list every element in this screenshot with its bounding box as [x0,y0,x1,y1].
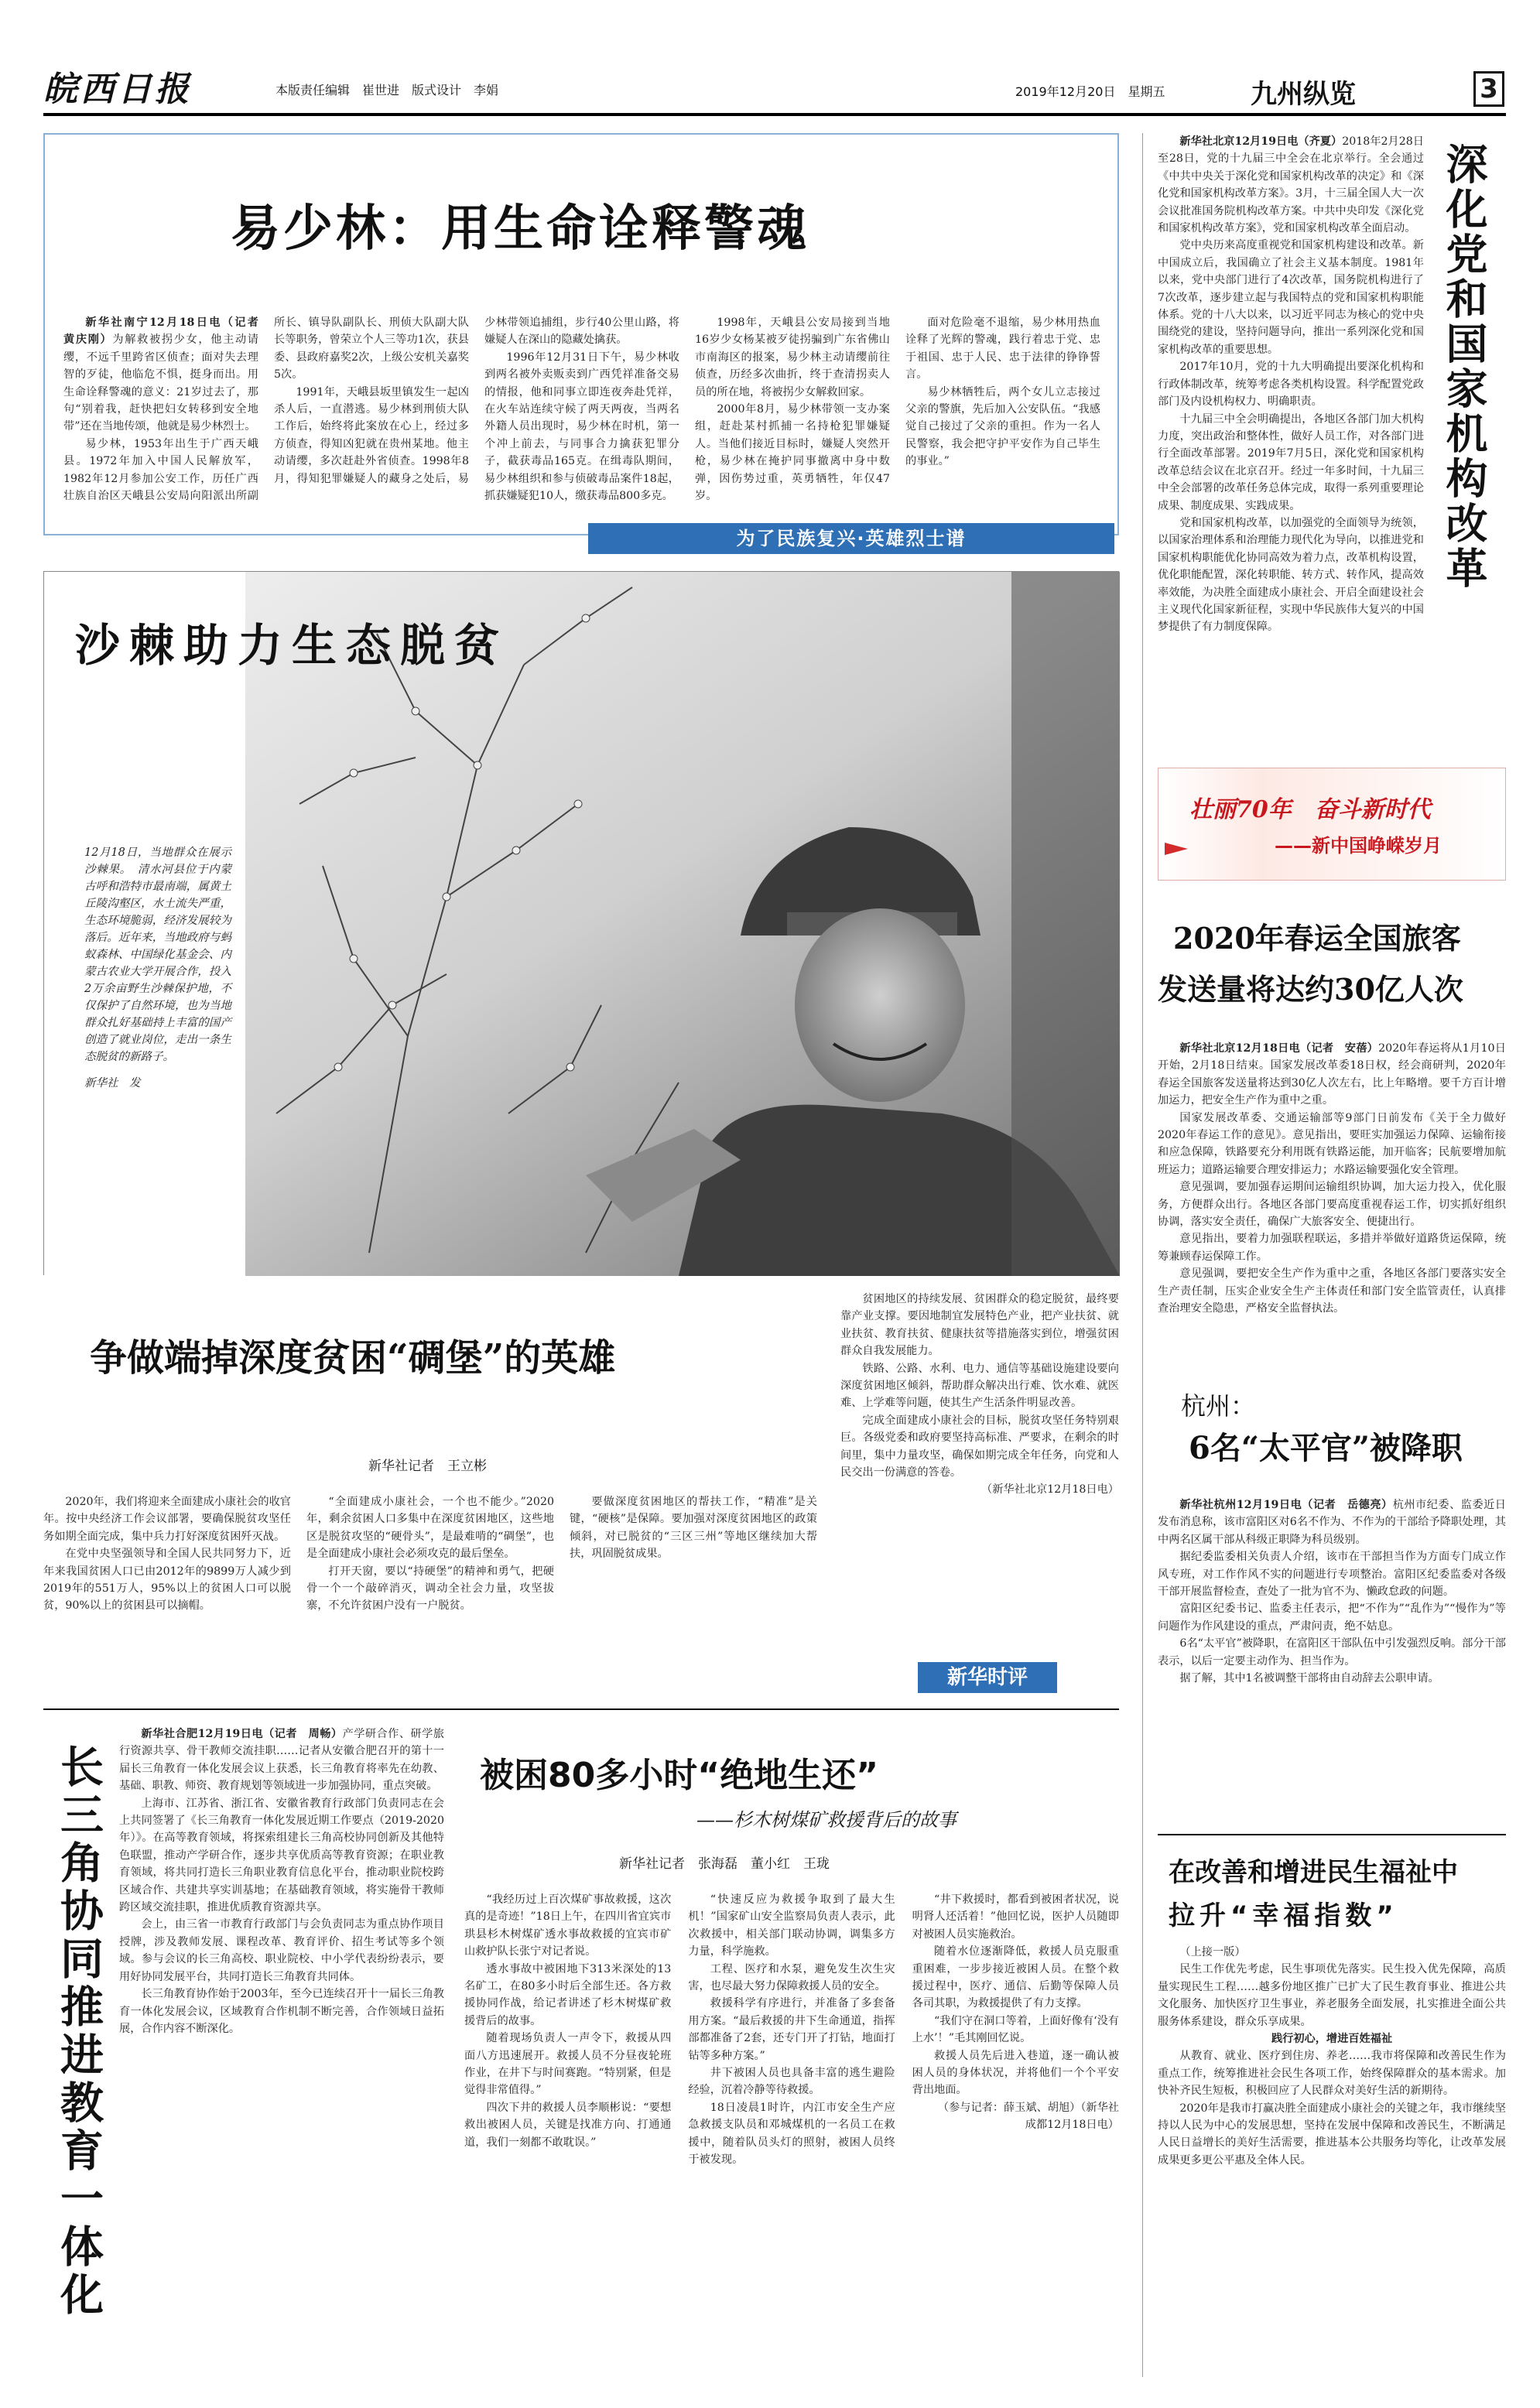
paragraph: 十九届三中全会明确提出，各地区各部门加大机构力度，突出政治和整体性，做好人员工作，对各部门进行全面改革部署。2019年7月5日，深化党和国家机构改革总结会议在北京召开。经过一年多时间，十九届三中全会部署的改革任务总体完成，取得一系列重要理论成果、制度成果、实践成果。 [1158,412,1424,512]
subheading: 践行初心，增进百姓福祉 [1271,2033,1393,2046]
article-title: 被困80多小时“绝地生还” [480,1756,879,1795]
paragraph: 1996年12月31日下午，易少林收到两名被外卖贩卖到广西凭祥准备交易的情报，他和同事立即连夜奔赴凭祥，在火车站连续守候了两天两夜，当两名外籍人员出现时，易少林在时机，第一个冲上前去，与同事合力擒获犯罪分子，截获毒品165克。在缉毒队期间，易少林组织和参与侦破毒品案件18起，抓获嫌疑犯10人，缴获毒品800多克。 [484,351,679,503]
paragraph: 据了解，其中1名被调整干部将由自动辞去公职申请。 [1179,1672,1439,1685]
paragraph: 从教育、就业、医疗到住房、养老……我市将保障和改善民生作为重点工作，统筹推进社会民生各项工作，始终保障群众的基本需求。加快补齐民生短板，积极回应了人民群众对美好生活的新期待。 [1158,2050,1506,2098]
promo-line2: ——新中国峥嵘岁月 [1275,835,1442,857]
article-title: 易少林：用生命诠释警魂 [231,200,809,258]
article-springtravel [1158,898,1506,1346]
paragraph: 富阳区纪委书记、监委主任表示，把“不作为”“乱作为”“慢作为”等问题作为作风建设的重点，严肃问责，绝不姑息。 [1158,1602,1506,1633]
photo-caption [84,844,231,1092]
article-title-line2: 发送量将达约30亿人次 [1158,972,1463,1007]
paragraph: 要做深度贫困地区的帮扶工作，“精准”是关键，“硬核”是保障。要加强对深度贫困地区的政策倾斜，对已脱贫的“三区三州”等地区继续加大帮扶，巩固脱贫成果。 [570,1496,817,1561]
section-name: 九州纵览 [1251,79,1356,110]
paragraph: 贫困地区的持续发展、贫困群众的稳定脱贫，最终要靠产业支撑。要因地制宜发展特色产业，把产业扶贫、就业扶贫、教育扶贫、健康扶贫等措施落实到位，增强贫困群众自我发展能力。 [840,1293,1119,1358]
paragraph: 党和国家机构改革，以加强党的全面领导为统领，以国家治理体系和治理能力现代化为导向，以推进党和国家机构职能优化协同高效为着力点，改革机构设置，优化职能配置，深化转职能、转方式、转作风，提高效率效能，为决胜全面建成小康社会、开启全面建设社会主义现代化国家新征程，实现中华民族伟大复兴的中国梦提供了有力制度保障。 [1158,516,1424,634]
article-happiness [1158,1845,1506,2382]
article-lead: 新华社合肥12月19日电（记者 周畅）产学研合作、研学旅行资源共享、骨干教师交流挂职……记者从安徽合肥召开的第十一届长三角教育一体化发展会议上获悉，长三角教育将率先在幼教、基础、职教、师资、教育规划等领域进一步加强协同，重点突破。 [119,1728,444,1793]
flag-icon [1165,843,1188,874]
article-title: 深化党和国家机构改革 [1439,142,1489,591]
photo-credit: 新华社 发 [84,1077,141,1089]
article-title: 长三角协同推进教育一体化 [53,1744,104,2320]
column-badge: 新华时评 [918,1662,1057,1693]
article-title-line1: 在改善和增进民生福祉中 [1169,1857,1458,1888]
paragraph: “我经历过上百次煤矿事故救援，这次真的是奇迹！”18日上午，在四川省宜宾市珙县杉木树煤矿透水事故救援的宜宾市矿山救护队长张宁对记者说。 [464,1893,672,1958]
paragraph: “井下救援时，都看到被困者状况，说明肾人还活着！”他回忆说，医护人员随即对被困人员实施救治。 [912,1893,1119,1941]
article-yangtze [43,1716,446,2382]
paragraph: 救援人员先后进入巷道，逐一确认被困人员的身体状况，并将他们一个个平安背出地面。 [912,2049,1119,2097]
article-body-right [840,1291,1119,1631]
paragraph: 工程、医疗和水泵，避免发生次生灾害，也尽最大努力保障救援人员的安全。 [688,1962,895,1993]
paragraph: 铁路、公路、水利、电力、通信等基础设施建设要向深度贫困地区倾斜，帮助群众解决出行难、饮水难、就医难、上学难等问题，使其生产生活条件明显改善。 [840,1362,1119,1410]
column-divider [1142,133,1143,2377]
paragraph: 意见强调，要加强春运期间运输组织协调，加大运力投入，优化服务，方便群众出行。各地区各部门要高度重视春运工作，切实抓好组织协调，落实安全责任，确保广大旅客安全、便捷出行。 [1158,1181,1506,1229]
promo-line1: 壮丽70年 奋斗新时代 [1189,796,1431,823]
masthead-rule [43,113,1506,116]
article-byline: 新华社记者 王立彬 [368,1459,487,1474]
paper-logo: 皖西日报 [43,70,192,109]
paragraph: 18日凌晨1时许，内江市安全生产应急救援支队员和邓城煤机的一名员工在救援中，随着队员头灯的照射，被困人员终于被发现。 [688,2101,895,2167]
article-subtitle: ——杉木树煤矿救援背后的故事 [696,1809,957,1831]
article-lead: 新华社杭州12月19日电（记者 岳德亮）杭州市纪委、监委近日发布消息称，该市富阳区对6名不作为、不作为的干部给予降职处理，其中两名区属干部从科级正职降为科员级别。 [1158,1499,1506,1546]
article-title-line2: 拉升“幸福指数” [1169,1900,1398,1931]
editor-credit: 本版责任编辑 崔世进 版式设计 李娟 [275,83,499,97]
issue-date: 2019年12月20日 星期五 [1015,84,1165,99]
article-poverty [43,1291,1119,1701]
article-title-line1: 2020年春运全国旅客 [1173,921,1461,956]
paragraph: 上海市、江苏省、浙江省、安徽省教育行政部门负责同志在会上共同签署了《长三角教育一体化发展近期工作要点（2019-2020年）》。在高等教育领域，将探索组建长三角高校协同创新及其他特色联盟，推动产学研合作，逐步共享优质高等教育资源；在职业教育领域，将共同打造长三角职业教育信息化平台，推动职业院校跨区域合作、共建共享实训基地；在基础教育领域，将实施骨干教师跨区域交流挂职，推进优质教育资源共享。 [119,1797,444,1914]
paragraph: 会上，由三省一市教育行政部门与会负责同志为重点协作项目授牌，涉及教师发展、课程改革、教育评价、招生考试等多个领域。参与会议的长三角高校、职业院校、中小学代表纷纷表示，要用好协同发展平台，共同打造长三角教育共同体。 [119,1918,444,1983]
paragraph: 打开天窗，要以“持硬堡”的精神和勇气，把硬骨一个一个敲碎消灭，调动全社会力量，攻坚拔寨，不允许贫困户没有一户脱贫。 [306,1565,554,1613]
paragraph: 易少林，1953年出生于广西天峨县。1972年加入中国人民解放军，1982年12月参加公安工作，历任广西壮族自治区天峨县公安局向阳派出所副所长、镇导队副队长、刑侦大队副大队长等职务，曾荣立个人三等功1次，获县委、县政府嘉奖2次，上级公安机关嘉奖5次。 [63,316,469,503]
article-body [119,1726,444,2376]
paragraph: 1998年，天峨县公安局接到当地16岁少女杨某被歹徒拐骗到广东省佛山市南海区的报案，易少林主动请缨前往侦查，历经多次曲折，终于查清拐卖人员的所在地，将被拐少女解救回家。 [695,316,890,398]
paragraph: 意见指出，要着力加强联程联运，多措并举做好道路货运保障，统筹兼顾春运保障工作。 [1158,1233,1506,1263]
article-body [1158,133,1424,752]
continued-note: （上接一版） [1179,1946,1246,1958]
paragraph: 四次下井的救援人员李顺彬说：“要想救出被困人员，关键是找准方向、打通通道，我们一刻都不敢耽误。” [464,2101,672,2149]
paragraph: “快速反应为救援争取到了最大生机！”国家矿山安全监察局负责人表示，此次救援中，相关部门联动协调，调集多方力量，科学施救。 [688,1893,895,1958]
article-body [63,314,1100,517]
paragraph: 井下被困人员也具备丰富的逃生避险经验，沉着冷静等待救援。 [688,2067,895,2097]
paragraph: “全面建成小康社会，一个也不能少。”2020年，剩余贫困人口多集中在深度贫困地区，这些地区是脱贫攻坚的“硬骨头”，是最难啃的“碉堡”，也是全面建成小康社会必须攻克的最后堡垒。 [306,1496,554,1561]
paragraph: “我们守在洞口等着，上面好像有‘没有上水’！”毛其刚回忆说。 [912,2014,1119,2045]
paragraph: 据纪委监委相关负责人介绍，该市在干部担当作为方面专门成立作风专班，对工作作风不实的问题进行专项整治。富阳区纪委监委对各级干部开展监督检查，查处了一批为官不为、懒政怠政的问题。 [1158,1551,1506,1599]
paragraph: 随着水位逐渐降低，救援人员克服重重困难，一步步接近被困人员。在整个救援过程中，医疗、通信、后勤等保障人员各司其职，为救援提供了有力支撑。 [912,1945,1119,2010]
article-reform [1158,133,1506,757]
series-banner: 为了民族复兴·英雄烈士谱 [588,523,1114,554]
paragraph: 民生工作优先考虑，民生事项优先落实。民生投入优先保障，高质量实现民生工程……越多份地区推广已扩大了民生教育事业、推进公共文化服务、加快医疗卫生事业，养老服务全面发展，扎实推进全面公共服务体系建设，群众乐享成果。 [1158,1963,1506,2028]
article-body [464,1891,1119,2371]
article-end: （新华社北京12月18日电） [981,1483,1119,1496]
paragraph: 2017年10月，党的十九大明确提出要深化机构和行政体制改革，统筹考虑各类机构设置。科学配置党政部门及内设机构权力、明确职责。 [1158,361,1424,409]
paragraph: 救援科学有序进行，并准备了多套备用方案。“最后救援的井下生命通道，指挥部都准备了2套，还专门开了打钻，地面打钻等多种方案。” [688,1997,895,2062]
paragraph: 党中央历来高度重视党和国家机构建设和改革。新中国成立后，我国确立了社会主义基本制度。1981年以来，党中央部门进行了4次改革，国务院机构进行了7次改革，逐步建立起与我国特点的党和国家机构职能体系。党的十八大以来，以习近平同志为核心的党中央围绕党的建设，坚持问题导向，推出一系列深化党和国家机构改革的重要思想。 [1158,239,1424,356]
paragraph: 1991年，天峨县坂里镇发生一起凶杀人后，一直潜逃。易少林到刑侦大队工作后，始终将此案放在心上，经过多方侦查，得知凶犯就在贵州某地。他主动请缨，多次赶赴外省侦查。1998年8月，得知犯罪嫌疑人的藏身之处后，易少林带领追捕组，步行40公里山路，将嫌疑人在深山的隐藏处擒获。 [274,316,679,485]
section-divider [43,1709,1119,1710]
article-lead: 新华社北京12月18日电（记者 安蓓）2020年春运将从1月10日开始，2月18日结束。国家发展改革委18日权，经会商研判，2020年春运全国旅客发送量将达到30亿人次左右，比上年略增。要千方百计增加运力，把安全生产作为重中之重。 [1158,1042,1506,1107]
article-body [1158,1496,1506,1818]
paragraph: 2020年，我们将迎来全面建成小康社会的收官年。按中央经济工作会议部署，要确保脱贫攻坚任务如期全面完成，集中兵力打好深度贫困歼灭战。 [43,1496,291,1543]
paragraph: 意见强调，要把安全生产作为重中之重，各地区各部门要落实安全生产责任制，压实企业安全生产主体责任和部门安全监管责任，认真排查治理安全隐患，严格安全监督执法。 [1158,1267,1506,1315]
article-body-left [43,1493,817,1671]
paragraph: 面对危险毫不退缩，易少林用热血诠释了光辉的警魂，践行着忠于党、忠于祖国、忠于人民、忠于法律的铮铮誓言。 [905,316,1100,381]
paragraph: 透水事故中被困地下313米深处的13名矿工，在80多小时后全部生还。各方救援协同作战，给记者讲述了杉木树煤矿救援背后的故事。 [464,1962,672,2027]
article-end: （参与记者：薛玉斌、胡旭）（新华社成都12月18日电） [937,2101,1119,2132]
promo-banner [1158,768,1506,881]
article-byline: 新华社记者 张海磊 董小红 王珑 [619,1856,830,1872]
paragraph: 在党中央坚强领导和全国人民共同努力下，近年来我国贫困人口已由2012年的9899万人减少到2019年的551万人，95%以上的贫困人口可以脱贫，90%以上的贫困县可以摘帽。 [43,1548,291,1613]
article-title: 沙棘助力生态脱贫 [75,619,509,672]
article-hangzhou [1158,1382,1506,1823]
masthead [43,71,1506,108]
section-divider [1158,1834,1506,1835]
article-title: 6名“太平官”被降职 [1189,1430,1463,1466]
article-title: 争做端掉深度贫困“碉堡”的英雄 [90,1336,616,1380]
paragraph: 6名“太平官”被降职，在富阳区干部队伍中引发强烈反响。部分干部表示，以后一定要主动作为、担当作为。 [1158,1637,1506,1667]
paragraph: 国家发展改革委、交通运输部等9部门日前发布《关于全力做好2020年春运工作的意见》。意见指出，要旺实加强运力保障、运输衔接和应急保障，铁路要充分利用既有铁路运能，加开临客；民航要增加航班运力；道路运输要合理安排运力；水路运输要强化安全管理。 [1158,1111,1506,1176]
article-lead: 新华社南宁12月18日电（记者 黄庆刚）为解救被拐少女，他主动请缨，不远千里跨省区侦查；面对失去理智的歹徒，他临危不惧，挺身而出。用生命诠释警魂的意义：21岁过去了，那句“别着我，赶快把妇女转移到安全地带”还在当地传颂，他就是易少林烈士。 [63,316,270,433]
paragraph: 随着现场负责人一声令下，救援从四面八方迅速展开。救援人员不分昼夜轮班作业，在井下与时间赛跑。“特别紧，但是觉得非常值得。” [464,2032,672,2097]
paragraph: 易少林牺牲后，两个女儿立志接过父亲的警旗，先后加入公安队伍。“我感觉自己接过了父亲的重担。作为一名人民警察，我会把守护平安作为自己毕生的事业。” [905,385,1100,468]
article-body [1158,1944,1506,2377]
article-rescue [464,1716,1119,2382]
article-body [1158,1040,1506,1342]
article-shaji [43,571,1119,1275]
paragraph: 2000年8月，易少林带领一支办案组，赶赴某村抓捕一名持枪犯罪嫌疑人。当他们接近目标时，嫌疑人突然开枪，易少林在掩护同事撤离中身中数弹，因伤势过重，英勇牺牲，年仅47岁。 [695,403,890,503]
paragraph: 完成全面建成小康社会的目标，脱贫攻坚任务特别艰巨。各级党委和政府要坚持高标准、严要求，在剩余的时间里，集中力量攻坚，确保如期完成全年任务，向党和人民交出一份满意的答卷。 [840,1414,1119,1479]
page-number: 3 [1473,71,1504,107]
paragraph: 长三角教育协作始于2003年，至今已连续召开十一届长三角教育一体化发展会议，区域教育合作机制不断完善，合作领域日益拓展，合作内容不断深化。 [119,1988,444,2035]
paragraph: 2020年是我市打赢决胜全面建成小康社会的关键之年，我市继续坚持以人民为中心的发展思想，坚持在发展中保障和改善民生，不断满足人民日益增长的美好生活需要，推进基本公共服务均等化，让改革发展成果更多更公平惠及全体人民。 [1158,2102,1506,2167]
article-kicker: 杭州： [1181,1391,1256,1421]
article-yishaolin [43,133,1119,535]
caption-text: 12月18日，当地群众在展示沙棘果。 清水河县位于内蒙古呼和浩特市最南端，属黄土丘陵沟壑区，水土流失严重，生态环境脆弱，经济发展较为落后。近年来，当地政府与蚂蚁森林、中国绿化基金会、内蒙古农业大学开展合作，投入2万余亩野生沙棘保护地，不仅保护了自然环境，也为当地群众扎好基础持上丰富的国产创造了就业岗位，走出一条生态脱贫的新路子。 [84,847,231,1063]
article-lead: 新华社北京12月19日电（齐夏）2018年2月28日至28日，党的十九届三中全会在北京举行。全会通过《中共中央关于深化党和国家机构改革的决定》和《深化党和国家机构改革方案》。3月，十三届全国人大一次会议批准国务院机构改革方案。中共中央印发《深化党和国家机构改革方案》，党和国家机构改革全面启动。 [1158,135,1424,235]
